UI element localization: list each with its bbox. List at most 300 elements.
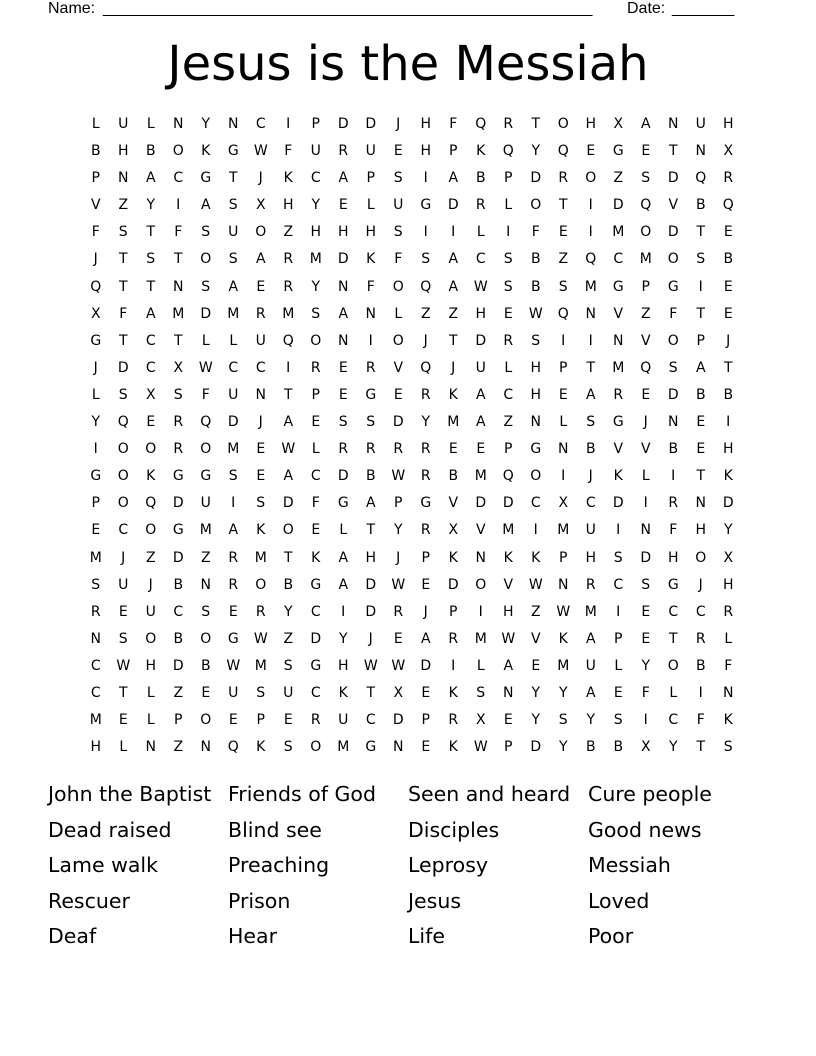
grid-letter: Z xyxy=(640,305,651,322)
grid-letter: A xyxy=(338,170,349,187)
grid-letter: S xyxy=(613,712,623,729)
grid-row xyxy=(82,111,742,138)
grid-letter: P xyxy=(449,603,458,620)
grid-letter: T xyxy=(696,739,706,756)
grid-letter: M xyxy=(227,305,240,322)
grid-letter: L xyxy=(146,116,155,132)
grid-row xyxy=(82,734,742,761)
grid-letter: W xyxy=(116,657,131,674)
grid-letter: G xyxy=(667,576,679,593)
grid-letter: R xyxy=(420,441,431,458)
grid-letter: I xyxy=(588,224,593,241)
grid-letter: M xyxy=(557,657,570,674)
grid-letter: L xyxy=(559,414,568,431)
grid-letter: P xyxy=(504,441,513,458)
grid-letter: Y xyxy=(641,657,651,674)
grid-letter: E xyxy=(256,278,266,295)
grid-letter: W xyxy=(391,657,406,674)
grid-letter: C xyxy=(255,359,266,376)
grid-letter: C xyxy=(255,116,266,132)
grid-letter: I xyxy=(368,332,373,349)
grid-letter: T xyxy=(283,549,293,566)
word-bank-item: Dead raised xyxy=(48,817,172,842)
grid-letter: O xyxy=(530,468,542,485)
word-bank-item: Life xyxy=(408,924,445,949)
grid-letter: E xyxy=(503,305,513,322)
grid-letter: H xyxy=(722,576,734,593)
grid-letter: L xyxy=(146,684,155,701)
grid-letter: D xyxy=(612,495,624,512)
grid-letter: C xyxy=(145,359,156,376)
grid-letter: N xyxy=(503,684,514,701)
grid-letter: P xyxy=(421,712,430,729)
grid-row xyxy=(82,599,742,626)
grid-letter: A xyxy=(338,576,349,593)
grid-letter: D xyxy=(667,386,679,403)
grid-letter: J xyxy=(93,251,98,268)
grid-letter: B xyxy=(173,576,184,593)
grid-letter: R xyxy=(228,549,239,566)
grid-letter: D xyxy=(365,603,377,620)
grid-letter: M xyxy=(474,630,487,647)
grid-letter: J xyxy=(396,116,401,132)
grid-letter: L xyxy=(311,441,320,458)
grid-letter: F xyxy=(201,386,210,403)
grid-letter: G xyxy=(227,143,239,160)
grid-letter: S xyxy=(393,170,403,187)
grid-letter: V xyxy=(640,332,651,349)
grid-letter: A xyxy=(145,305,156,322)
grid-letter: D xyxy=(722,495,734,512)
grid-letter: E xyxy=(421,684,431,701)
grid-letter: B xyxy=(723,251,734,268)
grid-letter: S xyxy=(311,305,321,322)
grid-letter: G xyxy=(365,386,377,403)
grid-letter: A xyxy=(283,414,294,431)
grid-letter: R xyxy=(173,441,184,458)
grid-letter: X xyxy=(90,305,101,322)
grid-letter: L xyxy=(614,657,623,674)
grid-letter: Z xyxy=(613,170,624,187)
grid-letter: J xyxy=(148,576,153,593)
grid-letter: L xyxy=(394,305,403,322)
grid-letter: A xyxy=(420,630,431,647)
grid-letter: K xyxy=(448,684,458,701)
grid-letter: H xyxy=(337,224,349,241)
grid-letter: Z xyxy=(173,739,184,756)
grid-letter: M xyxy=(254,549,267,566)
grid-letter: R xyxy=(475,197,486,214)
grid-letter: D xyxy=(530,739,542,756)
grid-letter: D xyxy=(200,305,212,322)
grid-letter: I xyxy=(506,224,511,241)
grid-letter: R xyxy=(668,495,679,512)
grid-letter: H xyxy=(585,549,597,566)
grid-letter: R xyxy=(338,441,349,458)
grid-letter: D xyxy=(172,549,184,566)
grid-letter: Q xyxy=(695,170,707,187)
grid-letter: K xyxy=(448,549,458,566)
grid-letter: U xyxy=(310,143,321,160)
grid-letter: W xyxy=(556,603,571,620)
grid-letter: H xyxy=(722,441,734,458)
grid-letter: J xyxy=(451,359,456,376)
grid-letter: A xyxy=(338,305,349,322)
grid-letter: E xyxy=(723,278,733,295)
grid-letter: M xyxy=(227,441,240,458)
grid-letter: R xyxy=(338,143,349,160)
grid-letter: A xyxy=(585,630,596,647)
grid-letter: H xyxy=(145,657,157,674)
grid-row xyxy=(82,138,742,165)
grid-letter: O xyxy=(200,630,212,647)
grid-letter: C xyxy=(310,603,321,620)
grid-letter: F xyxy=(724,657,733,674)
grid-letter: E xyxy=(146,414,156,431)
grid-letter: K xyxy=(283,170,293,187)
grid-letter: D xyxy=(172,495,184,512)
word-bank-item: Leprosy xyxy=(408,853,489,878)
grid-letter: S xyxy=(338,414,348,431)
grid-letter: Q xyxy=(145,495,157,512)
grid-letter: E xyxy=(641,603,651,620)
word-bank-item: Rescuer xyxy=(48,888,130,913)
grid-letter: U xyxy=(365,143,376,160)
grid-letter: T xyxy=(146,278,156,295)
grid-letter: Y xyxy=(311,278,321,295)
word-bank-item: Preaching xyxy=(228,853,330,878)
grid-letter: S xyxy=(558,712,568,729)
grid-letter: E xyxy=(641,143,651,160)
grid-letter: O xyxy=(475,576,487,593)
grid-letter: F xyxy=(531,224,540,241)
grid-letter: C xyxy=(173,603,184,620)
grid-letter: O xyxy=(695,549,707,566)
grid-letter: R xyxy=(90,603,101,620)
grid-letter: V xyxy=(530,630,541,647)
grid-letter: J xyxy=(258,414,263,431)
grid-letter: S xyxy=(668,359,678,376)
grid-letter: G xyxy=(612,414,624,431)
grid-letter: G xyxy=(337,495,349,512)
grid-letter: O xyxy=(392,278,404,295)
grid-letter: T xyxy=(228,170,238,187)
grid-letter: U xyxy=(255,332,266,349)
grid-letter: N xyxy=(723,684,734,701)
grid-letter: A xyxy=(448,251,459,268)
grid-letter: S xyxy=(558,278,568,295)
grid-letter: E xyxy=(476,441,486,458)
grid-letter: H xyxy=(420,143,432,160)
grid-letter: P xyxy=(449,143,458,160)
grid-letter: I xyxy=(616,522,621,539)
grid-letter: B xyxy=(530,278,541,295)
grid-letter: P xyxy=(394,495,403,512)
grid-letter: O xyxy=(255,224,267,241)
grid-letter: N xyxy=(365,305,376,322)
grid-letter: B xyxy=(283,576,294,593)
grid-letter: G xyxy=(310,576,322,593)
grid-letter: C xyxy=(475,251,486,268)
grid-letter: H xyxy=(722,116,734,132)
grid-letter: R xyxy=(365,359,376,376)
grid-letter: Y xyxy=(668,739,678,756)
grid-letter: Q xyxy=(640,197,652,214)
grid-letter: F xyxy=(641,684,650,701)
grid-letter: D xyxy=(447,576,459,593)
grid-letter: J xyxy=(121,549,126,566)
grid-letter: E xyxy=(531,657,541,674)
grid-letter: H xyxy=(282,197,294,214)
grid-letter: I xyxy=(671,468,676,485)
grid-letter: B xyxy=(585,441,596,458)
grid-letter: L xyxy=(641,468,650,485)
grid-letter: H xyxy=(695,522,707,539)
grid-letter: N xyxy=(173,278,184,295)
word-bank-item: Seen and heard xyxy=(408,782,571,806)
grid-letter: K xyxy=(448,739,458,756)
grid-letter: K xyxy=(311,549,321,566)
grid-letter: E xyxy=(393,143,403,160)
grid-letter: B xyxy=(695,197,706,214)
grid-letter: S xyxy=(723,739,733,756)
grid-row xyxy=(82,653,742,680)
grid-letter: D xyxy=(365,116,377,132)
grid-letter: L xyxy=(201,332,210,349)
grid-letter: E xyxy=(586,143,596,160)
grid-row xyxy=(82,545,742,572)
grid-row xyxy=(82,246,742,273)
header xyxy=(0,0,816,20)
grid-letter: H xyxy=(585,116,597,132)
grid-letter: H xyxy=(310,224,322,241)
grid-letter: E xyxy=(723,305,733,322)
grid-letter: D xyxy=(310,630,322,647)
grid-letter: E xyxy=(283,712,293,729)
grid-letter: P xyxy=(641,278,650,295)
grid-letter: A xyxy=(338,549,349,566)
grid-letter: T xyxy=(696,224,706,241)
grid-letter: I xyxy=(423,170,428,187)
grid-letter: G xyxy=(90,468,102,485)
word-bank-item: Jesus xyxy=(408,888,462,913)
grid-row xyxy=(82,572,742,599)
grid-letter: R xyxy=(283,278,294,295)
grid-letter: Y xyxy=(421,414,431,431)
grid-letter: D xyxy=(392,414,404,431)
grid-letter: Y xyxy=(723,522,733,539)
grid-letter: S xyxy=(421,251,431,268)
grid-letter: E xyxy=(503,712,513,729)
grid-letter: W xyxy=(281,441,296,458)
grid-letter: Z xyxy=(503,414,514,431)
grid-letter: L xyxy=(476,224,485,241)
grid-row xyxy=(82,165,742,192)
grid-letter: X xyxy=(448,522,459,539)
grid-letter: R xyxy=(613,386,624,403)
grid-letter: S xyxy=(228,251,238,268)
grid-letter: E xyxy=(421,576,431,593)
grid-letter: T xyxy=(696,305,706,322)
grid-letter: W xyxy=(253,630,268,647)
grid-letter: I xyxy=(698,278,703,295)
grid-letter: O xyxy=(585,170,597,187)
grid-letter: S xyxy=(173,386,183,403)
grid-letter: G xyxy=(172,522,184,539)
grid-letter: X xyxy=(393,684,404,701)
grid-letter: G xyxy=(90,332,102,349)
grid-letter: A xyxy=(228,522,239,539)
grid-letter: X xyxy=(558,495,569,512)
grid-letter: R xyxy=(393,441,404,458)
grid-letter: E xyxy=(118,603,128,620)
grid-letter: Z xyxy=(173,684,184,701)
grid-letter: V xyxy=(90,197,101,214)
grid-letter: O xyxy=(667,332,679,349)
grid-letter: P xyxy=(174,712,183,729)
grid-letter: H xyxy=(475,305,487,322)
grid-letter: N xyxy=(255,386,266,403)
grid-letter: C xyxy=(90,657,101,674)
grid-letter: D xyxy=(502,495,514,512)
grid-letter: V xyxy=(613,305,624,322)
grid-letter: N xyxy=(173,116,184,132)
grid-letter: W xyxy=(253,143,268,160)
grid-letter: Y xyxy=(558,739,568,756)
grid-letter: P xyxy=(91,170,100,187)
word-bank-item: Prison xyxy=(228,888,291,913)
grid-letter: M xyxy=(502,522,515,539)
grid-letter: W xyxy=(363,657,378,674)
grid-letter: S xyxy=(503,278,513,295)
grid-letter: L xyxy=(119,739,128,756)
word-bank-item: Poor xyxy=(588,924,634,949)
grid-letter: E xyxy=(641,630,651,647)
grid-letter: F xyxy=(91,224,100,241)
grid-letter: A xyxy=(255,251,266,268)
grid-letter: W xyxy=(226,657,241,674)
grid-letter: S xyxy=(91,576,101,593)
grid-letter: U xyxy=(118,116,129,132)
grid-letter: K xyxy=(558,630,568,647)
grid-letter: I xyxy=(698,684,703,701)
grid-letter: M xyxy=(474,468,487,485)
grid-letter: N xyxy=(668,116,679,132)
word-bank-item: Loved xyxy=(588,888,650,913)
grid-letter: C xyxy=(695,603,706,620)
grid-letter: D xyxy=(612,197,624,214)
grid-letter: J xyxy=(588,468,593,485)
grid-letter: O xyxy=(200,441,212,458)
word-bank-item: Blind see xyxy=(228,817,322,842)
grid-letter: D xyxy=(530,170,542,187)
grid-letter: N xyxy=(668,414,679,431)
grid-letter: R xyxy=(420,386,431,403)
grid-letter: T xyxy=(366,522,376,539)
grid-letter: X xyxy=(255,197,266,214)
grid-letter: J xyxy=(643,414,648,431)
grid-letter: K xyxy=(503,549,513,566)
grid-letter: A xyxy=(585,684,596,701)
grid-letter: B xyxy=(145,143,156,160)
grid-letter: S xyxy=(586,414,596,431)
grid-letter: R xyxy=(420,522,431,539)
grid-letter: W xyxy=(473,739,488,756)
grid-letter: V xyxy=(640,441,651,458)
grid-letter: J xyxy=(396,549,401,566)
grid-letter: L xyxy=(669,684,678,701)
grid-letter: L xyxy=(504,197,513,214)
grid-letter: C xyxy=(613,251,624,268)
grid-letter: D xyxy=(420,657,432,674)
grid-letter: W xyxy=(528,576,543,593)
grid-letter: K xyxy=(723,712,733,729)
grid-letter: I xyxy=(561,332,566,349)
grid-letter: S xyxy=(283,657,293,674)
grid-letter: C xyxy=(530,495,541,512)
grid-letter: L xyxy=(476,657,485,674)
grid-letter: M xyxy=(337,739,350,756)
grid-letter: Y xyxy=(146,197,156,214)
grid-letter: A xyxy=(145,170,156,187)
grid-letter: Q xyxy=(557,305,569,322)
grid-letter: F xyxy=(284,143,293,160)
grid-letter: U xyxy=(145,603,156,620)
grid-letter: A xyxy=(503,657,514,674)
grid-letter: L xyxy=(724,630,733,647)
grid-letter: D xyxy=(337,251,349,268)
grid-letter: R xyxy=(585,576,596,593)
grid-letter: E xyxy=(393,630,403,647)
grid-letter: C xyxy=(503,386,514,403)
grid-letter: Y xyxy=(201,116,211,132)
grid-letter: H xyxy=(337,657,349,674)
grid-letter: U xyxy=(228,386,239,403)
grid-letter: B xyxy=(530,251,541,268)
grid-letter: K xyxy=(146,468,156,485)
grid-letter: M xyxy=(447,414,460,431)
grid-letter: T xyxy=(668,630,678,647)
grid-letter: B xyxy=(695,657,706,674)
grid-letter: Y xyxy=(311,197,321,214)
grid-letter: Y xyxy=(558,684,568,701)
grid-letter: E xyxy=(558,224,568,241)
grid-letter: E xyxy=(641,386,651,403)
grid-row xyxy=(82,707,742,734)
grid-letter: N xyxy=(393,739,404,756)
grid-letter: G xyxy=(200,468,212,485)
grid-letter: R xyxy=(695,630,706,647)
grid-letter: E xyxy=(338,359,348,376)
grid-letter: D xyxy=(365,576,377,593)
grid-letter: O xyxy=(392,332,404,349)
grid-letter: P xyxy=(366,170,375,187)
grid-letter: Q xyxy=(557,143,569,160)
grid-letter: G xyxy=(420,197,432,214)
grid-letter: N xyxy=(338,278,349,295)
grid-letter: V xyxy=(448,495,459,512)
grid-letter: T xyxy=(118,278,128,295)
grid-letter: Q xyxy=(475,116,487,132)
grid-row xyxy=(82,328,742,355)
grid-letter: O xyxy=(117,495,129,512)
grid-letter: U xyxy=(283,684,294,701)
grid-letter: X xyxy=(723,143,734,160)
word-bank-item: Disciples xyxy=(408,817,500,842)
grid-letter: Q xyxy=(502,143,514,160)
grid-row xyxy=(82,517,742,544)
grid-letter: E xyxy=(118,712,128,729)
